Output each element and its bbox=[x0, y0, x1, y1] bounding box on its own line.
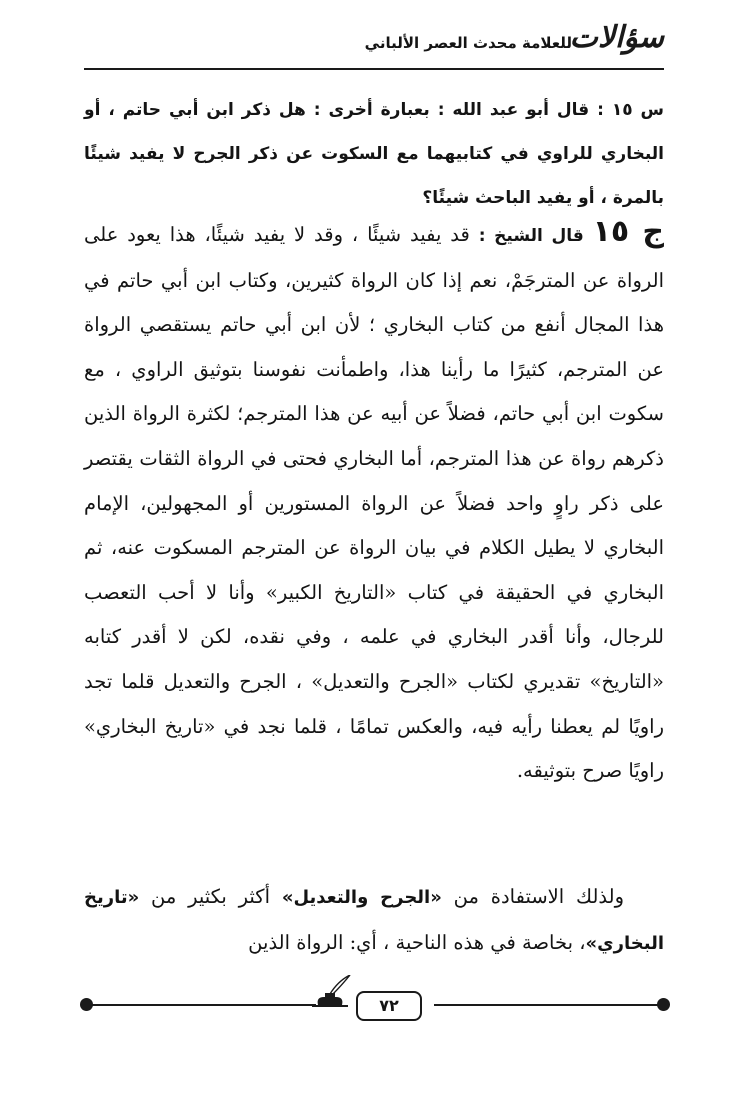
para-text-1: ولذلك الاستفادة من bbox=[441, 885, 624, 908]
answer-block bbox=[84, 210, 664, 794]
book-title-jarh: «الجرح والتعديل» bbox=[281, 887, 442, 908]
para-text-3: ، بخاصة في هذه الناحية ، أي: الرواة الذين bbox=[248, 930, 586, 954]
answer-text: قد يفيد شيئًا ، وقد لا يفيد شيئًا، هذا يعود على الرواة عن المترجَمْ، نعم إذا كان الرواة كثيرين، وكتاب ابن أبي حاتم في هذا المجال أنفع من كتاب البخاري ؛ لأن ابن أبي حاتم يستقصي الرواة عن المترجم، كثيرًا ما رأينا هذا، واطمأنت نفوسنا بتوثيق الراوي ، مع سكوت ابن أبي حاتم، فضلاً عن أبيه عن هذا المترجم؛ لكثرة الرواة الذين ذكرهم رواة عن هذا المترجم، أما البخاري فحتى في الرواة الثقات يقتصر على ذكر راوٍ واحد فضلاً عن الرواة المستورين أو المجهولين، الإمام البخاري لا يطيل الكلام في بيان الرواة عن المترجم المسكوت عنه، ثم البخاري في الحقيقة في كتاب «التاريخ الكبير» وأنا لا أحب التعصب للرجال، وأنا أقدر البخاري في علمه ، وفي نقده، لكن لا أقدر كتابه «التاريخ» تقديري لكتاب «الجرح والتعديل» ، الجرح والتعديل قلما تجد راويًا لم يعطنا رأيه فيه، والعكس تمامًا ، قلما نجد في «تاريخ البخاري» راويًا صرح بتوثيقه. bbox=[84, 223, 664, 783]
book-subtitle: للعلامة محدث العصر الألباني bbox=[364, 34, 572, 52]
page-header bbox=[84, 18, 664, 70]
page-number: ٧٢ bbox=[356, 991, 422, 1021]
footer-dot-right bbox=[657, 998, 670, 1011]
answer-number: ج ١٥ bbox=[592, 214, 664, 249]
inkwell-quill-icon bbox=[312, 975, 352, 1017]
page-footer bbox=[80, 985, 670, 1025]
footer-line-left bbox=[86, 1004, 316, 1006]
speaker-label: قال الشيخ : bbox=[478, 226, 584, 246]
question-block: س ١٥ : قال أبو عبد الله : بعبارة أخرى : هل ذكر ابن أبي حاتم ، أو البخاري للراوي في كتابيهما مع السكوت عن ذكر الجرح لا يفيد شيئًا بالمرة ، أو يفيد الباحث شيئًا؟ bbox=[84, 100, 664, 208]
book-title-tarikh: «تاريخ البخاري» bbox=[84, 887, 664, 954]
footer-line-right bbox=[434, 1004, 664, 1006]
book-logo: سؤالات bbox=[569, 20, 664, 55]
header-rule bbox=[84, 68, 664, 70]
continuation-paragraph bbox=[84, 875, 664, 966]
para-text-2: أكثر بكثير من bbox=[139, 885, 282, 908]
